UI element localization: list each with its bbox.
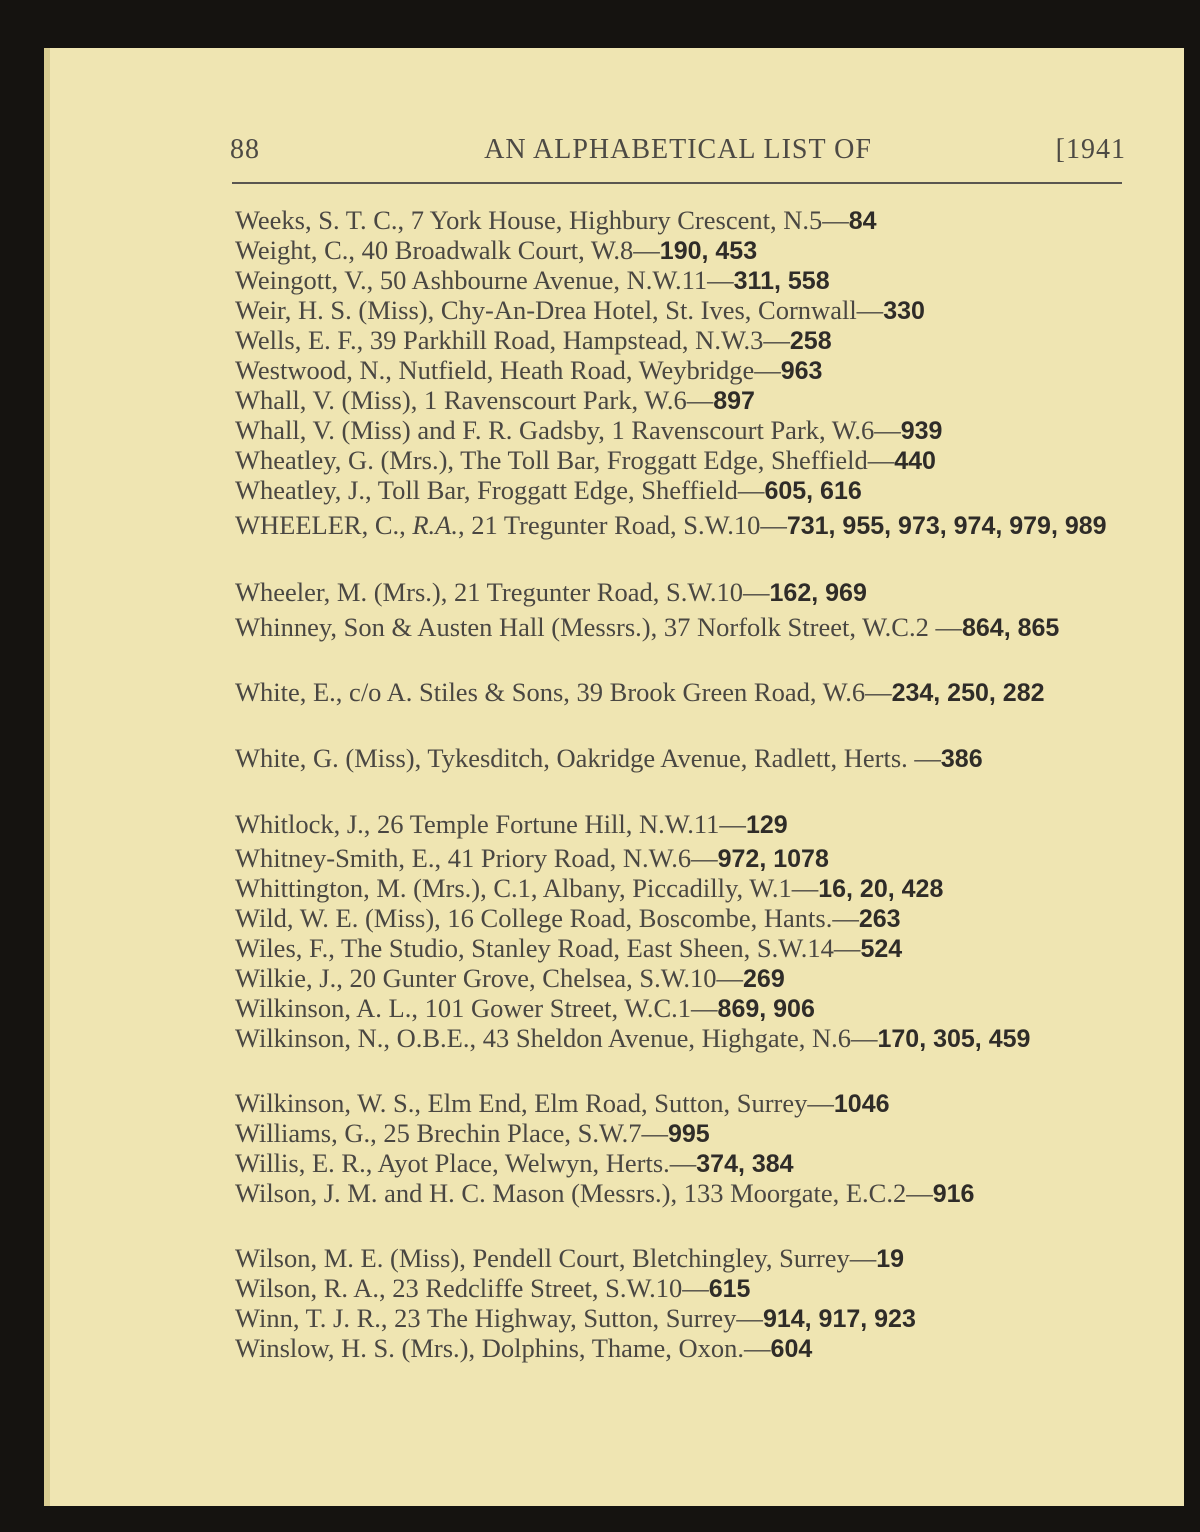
list-item: Whinney, Son & Austen Hall (Messrs.), 37 Norfolk Street, W.C.2 —864, 865 bbox=[235, 612, 1060, 642]
list-item: Westwood, N., Nutfield, Heath Road, Weybridge—963 bbox=[235, 355, 823, 385]
list-item: Wilson, J. M. and H. C. Mason (Messrs.), 133 Moorgate, E.C.2—916 bbox=[235, 1178, 975, 1208]
list-item: Whitlock, J., 26 Temple Fortune Hill, N.W.11—129 bbox=[235, 809, 788, 839]
page-year: [1941 bbox=[1055, 134, 1126, 165]
list-item: Weingott, V., 50 Ashbourne Avenue, N.W.11—311, 558 bbox=[235, 265, 830, 295]
list-item: Wild, W. E. (Miss), 16 College Road, Boscombe, Hants.—263 bbox=[235, 903, 901, 933]
list-item: Wilkinson, W. S., Elm End, Elm Road, Sutton, Surrey—1046 bbox=[235, 1088, 890, 1118]
list-item: Whittington, M. (Mrs.), C.1, Albany, Piccadilly, W.1—16, 20, 428 bbox=[235, 873, 944, 903]
list-item: Willis, E. R., Ayot Place, Welwyn, Herts.—374, 384 bbox=[235, 1148, 794, 1178]
list-item: White, G. (Miss), Tykesditch, Oakridge Avenue, Radlett, Herts. —386 bbox=[235, 743, 983, 773]
list-item: Wheatley, J., Toll Bar, Froggatt Edge, Sheffield—605, 616 bbox=[235, 475, 862, 505]
list-item: Wells, E. F., 39 Parkhill Road, Hampstead, N.W.3—258 bbox=[235, 325, 832, 355]
list-item: Wiles, F., The Studio, Stanley Road, East Sheen, S.W.14—524 bbox=[235, 933, 903, 963]
list-item: Weir, H. S. (Miss), Chy-An-Drea Hotel, St. Ives, Cornwall—330 bbox=[235, 295, 925, 325]
list-item: Winslow, H. S. (Mrs.), Dolphins, Thame, Oxon.—604 bbox=[235, 1333, 813, 1363]
list-item: Winn, T. J. R., 23 The Highway, Sutton, Surrey—914, 917, 923 bbox=[235, 1303, 916, 1333]
book-page bbox=[44, 48, 1184, 1506]
page-header bbox=[230, 134, 1126, 174]
list-item: Wheatley, G. (Mrs.), The Toll Bar, Froggatt Edge, Sheffield—440 bbox=[235, 445, 936, 475]
list-item: Wilkie, J., 20 Gunter Grove, Chelsea, S.W.10—269 bbox=[235, 963, 785, 993]
list-item: Whitney-Smith, E., 41 Priory Road, N.W.6—972, 1078 bbox=[235, 843, 829, 873]
list-item: Williams, G., 25 Brechin Place, S.W.7—995 bbox=[235, 1118, 710, 1148]
list-item: Weeks, S. T. C., 7 York House, Highbury Crescent, N.5—84 bbox=[235, 205, 877, 235]
list-item: Weight, C., 40 Broadwalk Court, W.8—190, 453 bbox=[235, 235, 758, 265]
page-title: AN ALPHABETICAL LIST OF bbox=[484, 134, 872, 165]
header-rule bbox=[232, 182, 1122, 184]
list-item: White, E., c/o A. Stiles & Sons, 39 Brook Green Road, W.6—234, 250, 282 bbox=[235, 677, 1045, 707]
list-item: Whall, V. (Miss) and F. R. Gadsby, 1 Ravenscourt Park, W.6—939 bbox=[235, 415, 943, 445]
list-item: WHEELER, C., R.A., 21 Tregunter Road, S.W.10—731, 955, 973, 974, 979, 989 bbox=[235, 510, 1107, 540]
list-item: Wheeler, M. (Mrs.), 21 Tregunter Road, S.W.10—162, 969 bbox=[235, 577, 867, 607]
page-number: 88 bbox=[230, 134, 260, 165]
list-item: Whall, V. (Miss), 1 Ravenscourt Park, W.6—897 bbox=[235, 385, 755, 415]
list-item: Wilkinson, A. L., 101 Gower Street, W.C.1—869, 906 bbox=[235, 993, 815, 1023]
list-item: Wilson, R. A., 23 Redcliffe Street, S.W.10—615 bbox=[235, 1273, 751, 1303]
list-item: Wilson, M. E. (Miss), Pendell Court, Bletchingley, Surrey—19 bbox=[235, 1243, 905, 1273]
list-item: Wilkinson, N., O.B.E., 43 Sheldon Avenue, Highgate, N.6—170, 305, 459 bbox=[235, 1023, 1031, 1053]
